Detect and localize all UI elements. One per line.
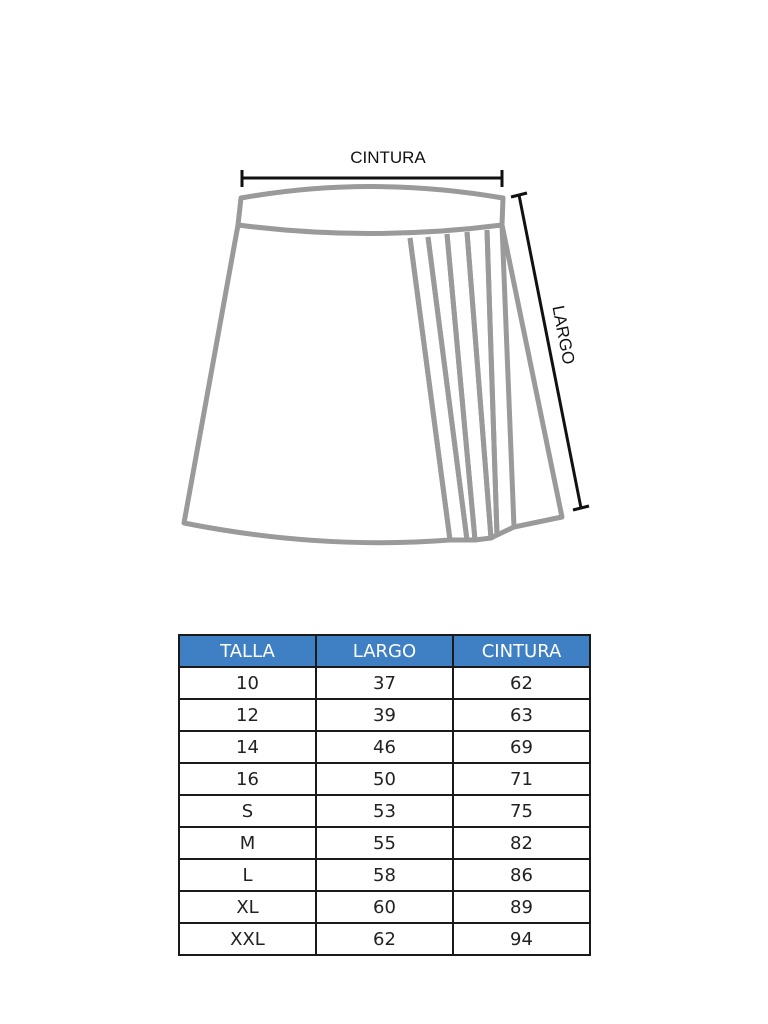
cell-talla: 10 [179,667,316,699]
cell-talla: S [179,795,316,827]
column-header-largo: LARGO [316,635,453,667]
cell-largo: 60 [316,891,453,923]
table-row [179,859,590,891]
cell-cintura: 62 [453,667,590,699]
cell-talla: 16 [179,763,316,795]
cell-largo: 50 [316,763,453,795]
cell-cintura: 69 [453,731,590,763]
skirt-outline [184,187,562,543]
length-label: LARGO [548,303,579,366]
waistband [238,187,503,234]
cell-largo: 39 [316,699,453,731]
cell-talla: M [179,827,316,859]
cell-largo: 46 [316,731,453,763]
skirt-body [184,225,450,543]
cell-cintura: 71 [453,763,590,795]
column-header-cintura: CINTURA [453,635,590,667]
cell-talla: XL [179,891,316,923]
cell-cintura: 75 [453,795,590,827]
cell-talla: L [179,859,316,891]
table-row [179,795,590,827]
table-row [179,667,590,699]
table-row [179,923,590,955]
table-row [179,731,590,763]
table-row [179,763,590,795]
cell-cintura: 82 [453,827,590,859]
cell-cintura: 86 [453,859,590,891]
cell-talla: XXL [179,923,316,955]
waist-label: CINTURA [350,148,426,167]
size-table [178,634,591,956]
cell-largo: 62 [316,923,453,955]
cell-largo: 55 [316,827,453,859]
table-row [179,891,590,923]
cell-cintura: 94 [453,923,590,955]
cell-largo: 37 [316,667,453,699]
table-header-row [179,635,590,667]
cell-talla: 14 [179,731,316,763]
cell-largo: 58 [316,859,453,891]
table-row [179,699,590,731]
pleat-1 [410,237,467,540]
table-row [179,827,590,859]
cell-cintura: 89 [453,891,590,923]
cell-talla: 12 [179,699,316,731]
column-header-talla: TALLA [179,635,316,667]
cell-largo: 53 [316,795,453,827]
cell-cintura: 63 [453,699,590,731]
